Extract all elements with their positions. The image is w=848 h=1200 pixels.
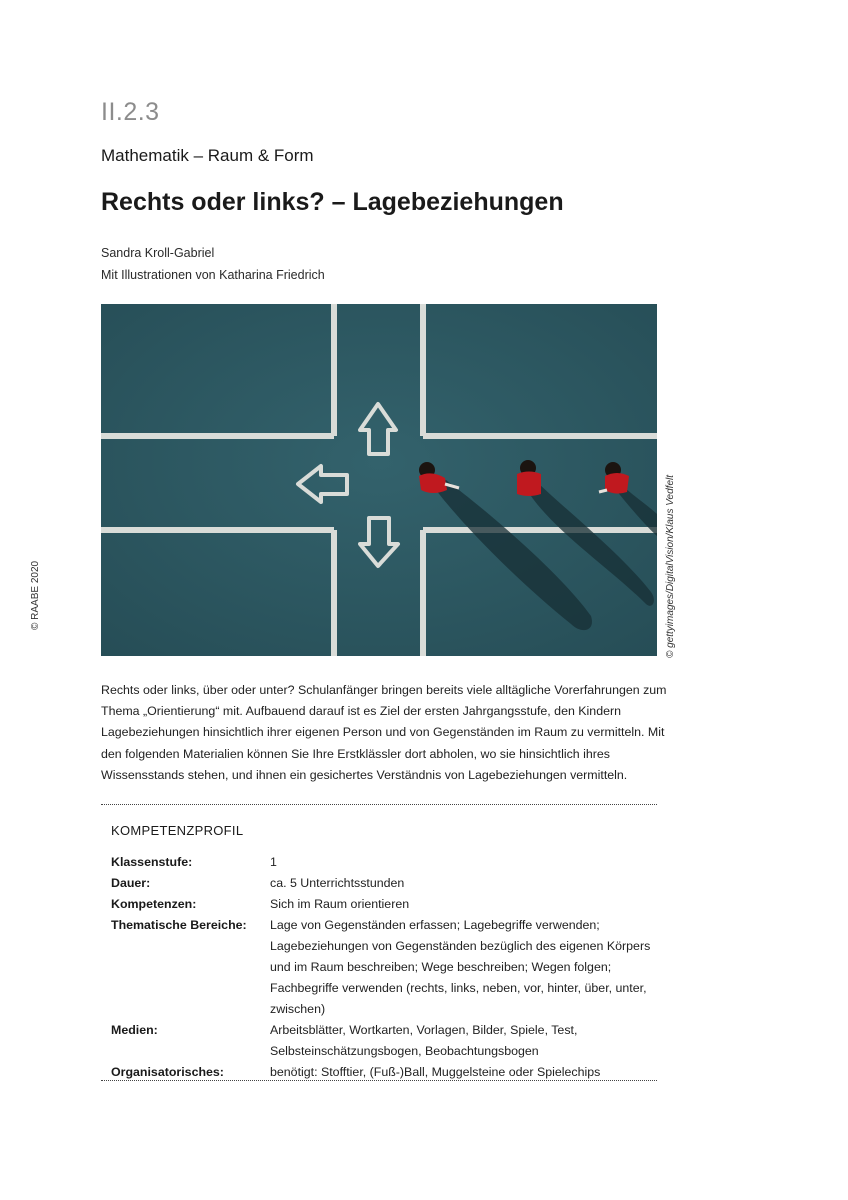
profile-row-media	[111, 1020, 656, 1062]
copyright-notice: © RAABE 2020	[30, 560, 41, 630]
profile-label: Dauer:	[111, 876, 151, 890]
profile-row-duration	[111, 873, 656, 894]
profile-row-topics	[111, 915, 656, 1020]
profile-label: Medien:	[111, 1023, 158, 1037]
cover-photo	[101, 304, 657, 656]
profile-value: benötigt: Stofftier, (Fuß-)Ball, Muggelsteine oder Spielechips	[270, 1065, 601, 1079]
page-title: Rechts oder links? – Lagebeziehungen	[101, 188, 564, 216]
dotted-divider-top	[101, 804, 657, 805]
profile-value: ca. 5 Unterrichtsstunden	[270, 876, 405, 890]
profile-label: Organisatorisches:	[111, 1065, 224, 1079]
section-number: II.2.3	[101, 98, 160, 126]
profile-label: Klassenstufe:	[111, 855, 193, 869]
profile-row-competences	[111, 894, 656, 915]
photo-credit: © gettyimages/DigitalVision/Klaus Vedfelt	[665, 474, 676, 658]
profile-value: Arbeitsblätter, Wortkarten, Vorlagen, Bilder, Spiele, Test, Selbsteinschätzungsbogen, Beobachtungsbogen	[270, 1023, 578, 1058]
profile-row-grade	[111, 852, 656, 873]
profile-value: Sich im Raum orientieren	[270, 897, 410, 911]
author: Sandra Kroll-Gabriel	[101, 246, 215, 260]
intro-paragraph: Rechts oder links, über oder unter? Schulanfänger bringen bereits viele alltägliche Vorerfahrungen zum Thema „Orientierung“ mit. Aufbauend darauf ist es Ziel der ersten Jahrgangsstufe, den Kindern Lagebeziehungen hinsichtlich ihrer eigenen Person und von Gegenständen im Raum zu vermitteln. Mit den folgenden Materialien können Sie Ihre Erstklässler dort abholen, wo sie hinsichtlich ihres Wissensstands stehen, und ihnen ein gesichertes Verständnis von Lagebeziehungen vermitteln.	[101, 683, 667, 782]
profile-label: Kompetenzen:	[111, 897, 197, 911]
profile-value: Lage von Gegenständen erfassen; Lagebegriffe verwenden; Lagebeziehungen von Gegenständen bezüglich des eigenen Körpers und im Raum beschreiben; Wege beschreiben; Wegen folgen; Fachbegriffe verwenden (rechts, links, neben, vor, hinter, über, unter, zwischen)	[270, 918, 651, 1016]
subject-heading: Mathematik – Raum & Form	[101, 146, 314, 165]
profile-heading: KOMPETENZPROFIL	[111, 823, 244, 838]
dotted-divider-bottom	[101, 1080, 657, 1081]
profile-value: 1	[270, 855, 277, 869]
competence-profile	[111, 852, 656, 1083]
illustrator: Mit Illustrationen von Katharina Friedrich	[101, 268, 325, 282]
profile-label: Thematische Bereiche:	[111, 918, 247, 932]
